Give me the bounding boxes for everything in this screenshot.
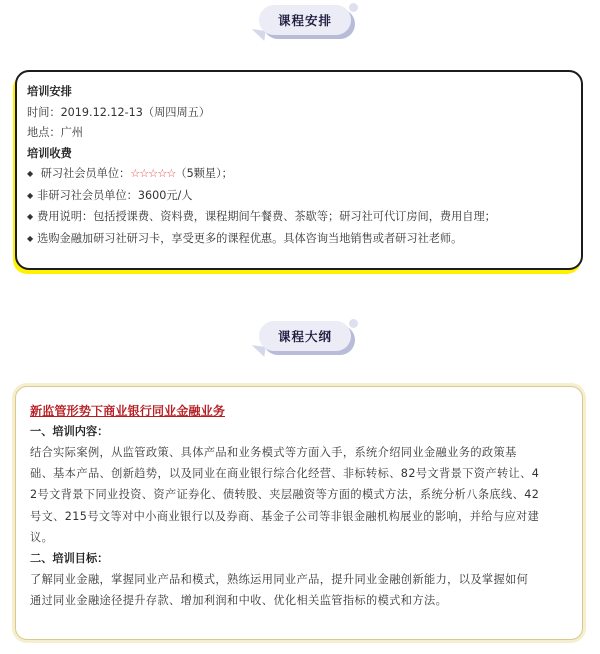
study-card-note: ◆ 选购金融加研习社研习卡，享受更多的课程优惠。具体咨询当地销售或者研习社老师。	[27, 229, 571, 251]
content-line: 结合实际案例，从监管政策、具体产品和业务模式等方面入手，系统介绍同业金融业务的政策基	[30, 446, 517, 459]
content-line: 2号文背景下同业投资、资产证券化、债转股、夹层融资等方面的模式方法，系统分析八条底线、42	[30, 488, 540, 502]
training-time: 时间：2019.12.12-13（周四周五）	[27, 105, 211, 119]
goal-line: 了解同业金融，掌握同业产品和模式，熟练运用同业产品，提升同业金融创新能力，以及掌握如何	[30, 573, 529, 587]
bubble-dot-icon	[349, 319, 358, 328]
training-location: 地点：广州	[27, 126, 83, 139]
member-fee-suffix: （5颗星）；	[175, 167, 233, 180]
bubble-dot-icon	[349, 3, 358, 12]
nonmember-fee: ◆ 非研习社会员单位：3600元/人	[27, 186, 571, 208]
content-heading: 一、培训内容：	[30, 425, 109, 438]
content-line: 号文、215号文等对中小商业银行以及券商、基金子公司等非银金融机构展业的影响，并给与应对建	[30, 509, 540, 523]
star-rating-icon: ☆☆☆☆☆	[130, 167, 176, 180]
content-line: 础、基本产品、创新趋势，以及同业在商业银行综合化经营、非标转标、82号文背景下资产转让、4	[30, 467, 540, 481]
member-fee	[27, 164, 571, 186]
fee-note: ◆ 费用说明：包括授课费、资料费，课程期间午餐费、茶歇等；研习社可代订房间，费用自理；	[27, 207, 571, 229]
content-line: 议。	[30, 530, 54, 544]
training-fee-title: 培训收费	[27, 146, 72, 160]
course-title: 新监管形势下商业银行同业金融业务	[30, 404, 225, 418]
goal-line: 通过同业金融途径提升存款、增加利润和中收、优化相关监管指标的模式和方法。	[30, 594, 448, 608]
goal-paragraph	[30, 569, 568, 611]
schedule-card	[15, 70, 583, 270]
member-fee-prefix: 研习社会员单位：	[40, 167, 131, 180]
outline-heading-label: 课程大纲	[259, 321, 351, 351]
training-arrangement-title: 培训安排	[27, 85, 72, 98]
content-paragraph	[30, 442, 568, 548]
outline-card	[15, 386, 583, 640]
goal-heading: 二、培训目标：	[30, 552, 109, 566]
schedule-heading-label: 课程安排	[259, 5, 351, 35]
outline-heading	[0, 318, 600, 368]
schedule-heading	[0, 2, 600, 52]
